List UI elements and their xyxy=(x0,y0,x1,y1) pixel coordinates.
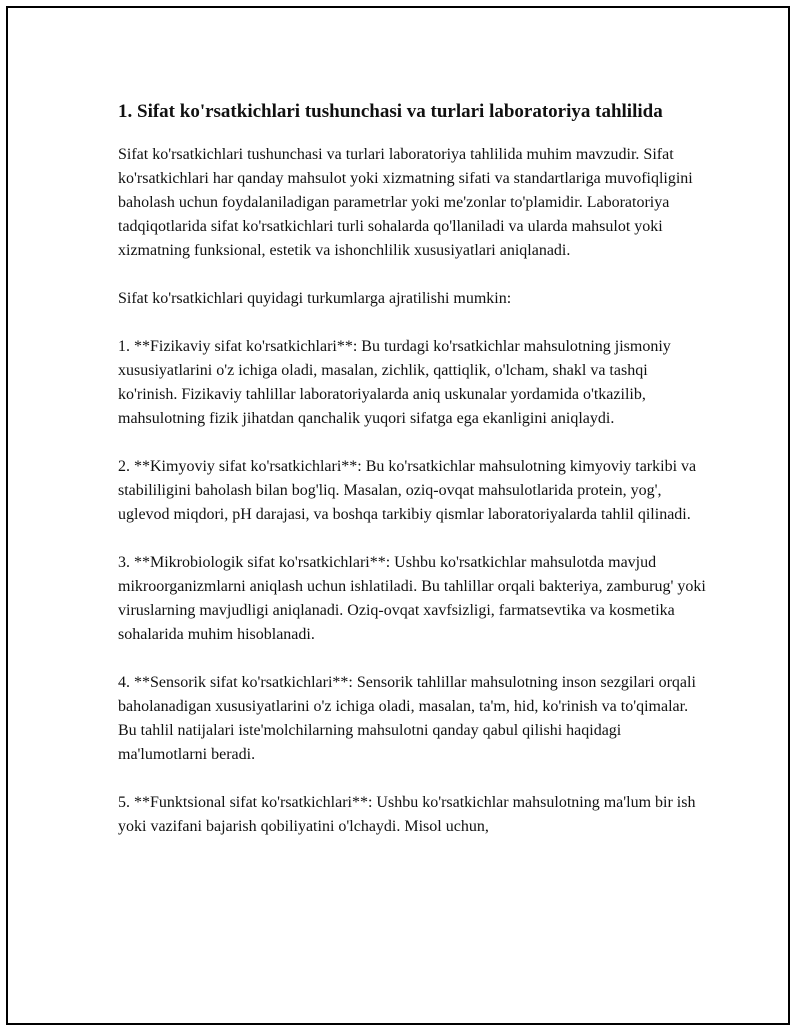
list-item-physical: 1. **Fizikaviy sifat ko'rsatkichlari**: Bu turdagi ko'rsatkichlar mahsulotning jismoniy xususiyatlarini o'z ichiga oladi, masalan, zichlik, qattiqlik, o'lcham, shakl va tashqi ko'rinish. Fizikaviy tahlillar laboratoriyalarda aniq uskunalar yordamida o'tkazilib, mahsulotning fizik jihatdan qanchalik yuqori sifatga ega ekanligini aniqlaydi. xyxy=(118,338,671,427)
list-item-functional: 5. **Funktsional sifat ko'rsatkichlari**: Ushbu ko'rsatkichlar mahsulotning ma'lum bir ish yoki vazifani bajarish qobiliyatini o'lchaydi. Misol uchun, xyxy=(118,794,696,835)
page-frame xyxy=(6,6,790,1025)
list-intro-paragraph: Sifat ko'rsatkichlari quyidagi turkumlarga ajratilishi mumkin: xyxy=(118,290,512,307)
list-item-microbiological: 3. **Mikrobiologik sifat ko'rsatkichlari**: Ushbu ko'rsatkichlar mahsulotda mavjud mikroorganizmlarni aniqlash uchun ishlatiladi. Bu tahlillar orqali bakteriya, zamburug' yoki viruslarning mavjudligi aniqlanadi. Oziq-ovqat xavfsizligi, farmatsevtika va kosmetika sohalarida muhim hisoblanadi. xyxy=(118,554,706,643)
list-item-chemical: 2. **Kimyoviy sifat ko'rsatkichlari**: Bu ko'rsatkichlar mahsulotning kimyoviy tarkibi va stabililigini baholash bilan bog'liq. Masalan, oziq-ovqat mahsulotlarida protein, yog', uglevod miqdori, pH darajasi, va boshqa tarkibiy qismlar laboratoriyalarda tahlil qilinadi. xyxy=(118,458,697,523)
intro-paragraph: Sifat ko'rsatkichlari tushunchasi va turlari laboratoriya tahlilida muhim mavzudir. Sifat ko'rsatkichlari har qanday mahsulot yoki xizmatning sifati va standartlariga muvofiqligini baholash uchun foydalaniladigan parametrlar yoki me'zonlar to'plamidir. Laboratoriya tadqiqotlarida sifat ko'rsatkichlari turli sohalarda qo'llaniladi va ularda mahsulot yoki xizmatning funksional, estetik va ishonchlilik xususiyatlari aniqlanadi. xyxy=(118,146,693,259)
document-body xyxy=(118,98,708,863)
section-heading: 1. Sifat ko'rsatkichlari tushunchasi va turlari laboratoriya tahlilida xyxy=(118,101,663,122)
list-item-sensory: 4. **Sensorik sifat ko'rsatkichlari**: Sensorik tahlillar mahsulotning inson sezgilari orqali baholanadigan xususiyatlarini o'z ichiga oladi, masalan, ta'm, hid, ko'rinish va to'qimalar. Bu tahlil natijalari iste'molchilarning mahsulotni qanday qabul qilishi haqidagi ma'lumotlarni beradi. xyxy=(118,674,696,763)
